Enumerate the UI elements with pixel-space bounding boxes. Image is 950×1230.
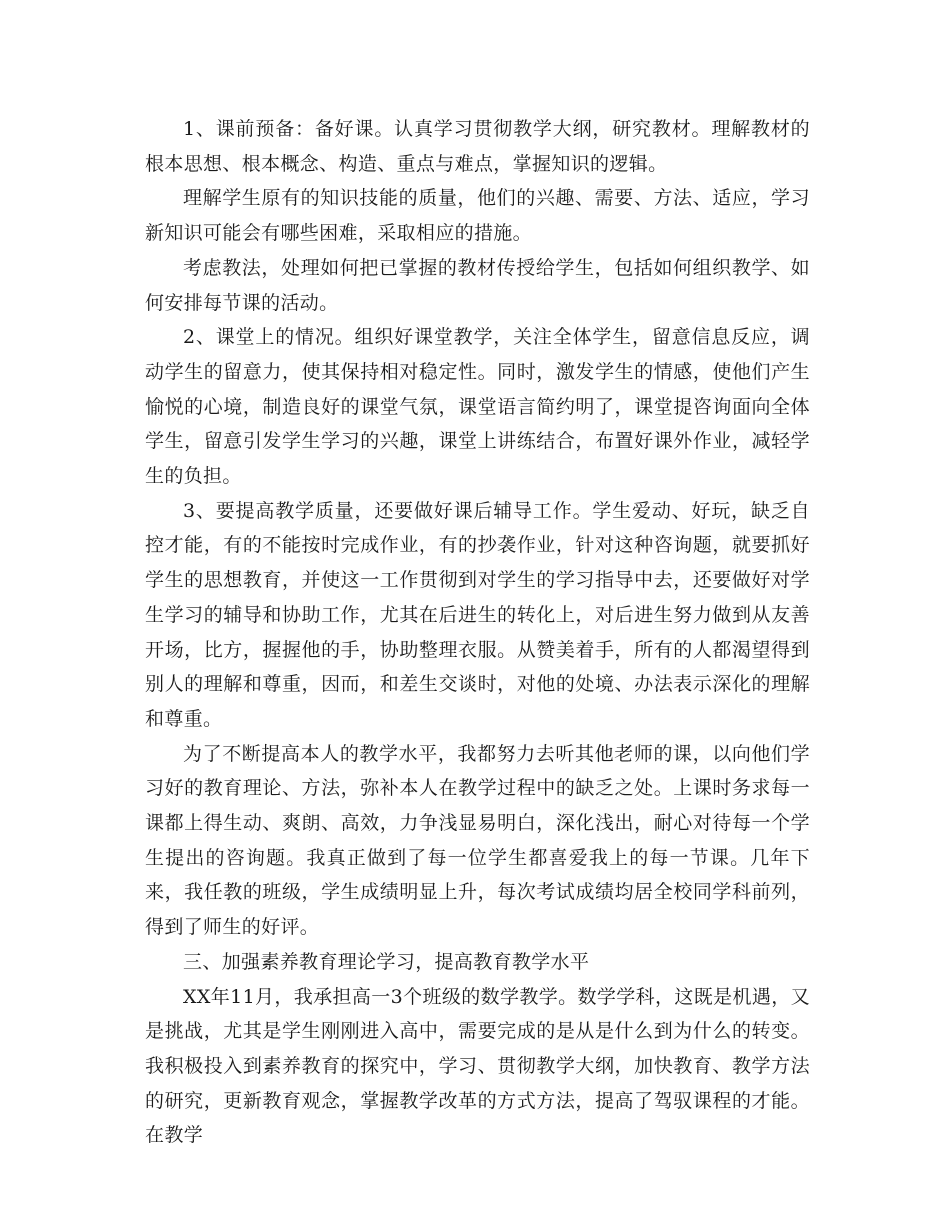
paragraph-quality-education: XX年11月，我承担高一3个班级的数学教学。数学学科，这既是机遇，又是挑战，尤其是学生刚刚进入高中，需要完成的是从是什么到为什么的转变。我积极投入到素养教育的探究中，学习、贯彻教学大纲，加快教育、教学方法的研究，更新教育观念，掌握教学改革的方式方法，提高了驾驭课程的才能。在教学 (145, 985, 810, 1147)
section-heading: 三、加强素养教育理论学习，提高教育教学水平 (183, 950, 590, 973)
paragraph-classroom-situation: 2、课堂上的情况。组织好课堂教学，关注全体学生，留意信息反应，调动学生的留意力，使其保持相对稳定性。同时，激发学生的情感，使他们产生愉悦的心境，制造良好的课堂气氛，课堂语言简约明了，课堂提咨询面向全体学生，留意引发学生学习的兴趣，课堂上讲练结合，布置好课外作业，减轻学生的负担。 (145, 326, 810, 488)
paragraph-after-class-tutoring: 3、要提高教学质量，还要做好课后辅导工作。学生爱动、好玩，缺乏自控才能，有的不能按时完成作业，有的抄袭作业，针对这种咨询题，就要抓好学生的思想教育，并使这一工作贯彻到对学生的学习指导中去，还要做好对学生学习的辅导和协助工作，尤其在后进生的转化上，对后进生努力做到从友善开场，比方，握握他的手，协助整理衣服。从赞美着手，所有的人都渴望得到别人的理解和尊重，因而，和差生交谈时，对他的处境、办法表示深化的理解和尊重。 (145, 499, 810, 730)
paragraph-lesson-preparation: 1、课前预备：备好课。认真学习贯彻教学大纲，研究教材。理解教材的根本思想、根本概念、构造、重点与难点，掌握知识的逻辑。 (145, 118, 810, 175)
paragraph-teaching-method: 考虑教法，处理如何把已掌握的教材传授给学生，包括如何组织教学、如何安排每节课的活动。 (145, 256, 810, 314)
paragraph-student-knowledge: 理解学生原有的知识技能的质量，他们的兴趣、需要、方法、适应，学习新知识可能会有哪些困难，采取相应的措施。 (145, 187, 810, 245)
document-body (145, 112, 810, 1153)
paragraph-teaching-improvement: 为了不断提高本人的教学水平，我都努力去听其他老师的课，以向他们学习好的教育理论、方法，弥补本人在教学过程中的缺乏之处。上课时务求每一课都上得生动、爽朗、高效，力争浅显易明白，深化浅出，耐心对待每一个学生提出的咨询题。我真正做到了每一位学生都喜爱我上的每一节课。几年下来，我任教的班级，学生成绩明显上升，每次考试成绩均居全校同学科前列，得到了师生的好评。 (145, 742, 810, 939)
